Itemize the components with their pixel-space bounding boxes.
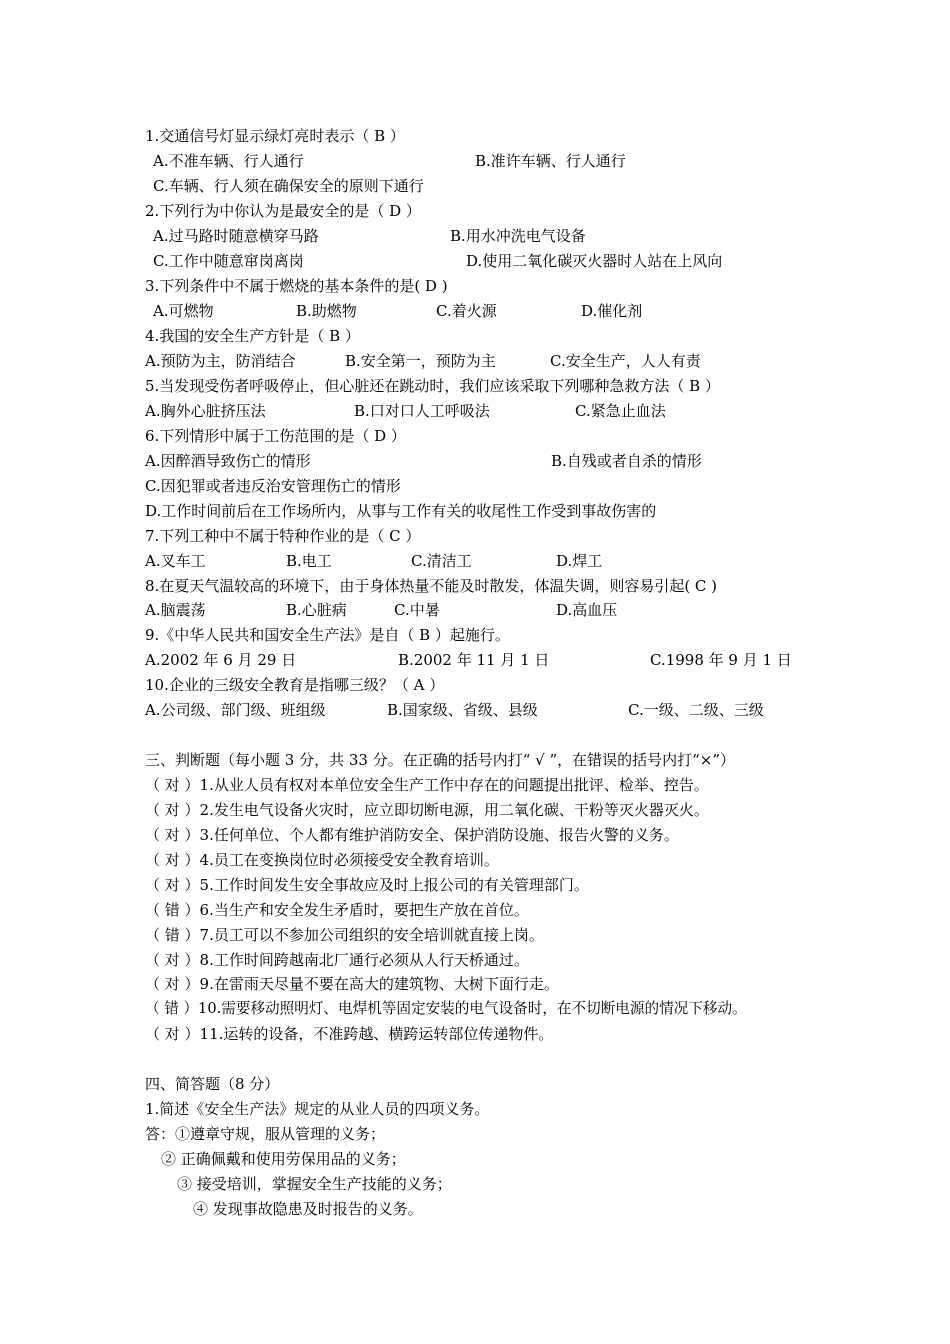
q2-option-d: D.使用二氧化碳灭火器时人站在上风向 xyxy=(466,252,723,270)
sa-answer-3: ③ 接受培训，掌握安全生产技能的义务； xyxy=(177,1175,452,1193)
q10-option-c: C.一级、二级、三级 xyxy=(628,701,764,719)
sa-answer-1: 答：①遵章守规，服从管理的义务； xyxy=(145,1125,386,1143)
q1-option-a: A.不准车辆、行人通行 xyxy=(153,152,304,170)
q3-option-d: D.催化剂 xyxy=(581,302,643,320)
q8-option-b: B.心脏病 xyxy=(286,601,347,619)
tf-item-3: （ 对 ）3.任何单位、个人都有维护消防安全、保护消防设施、报告火警的义务。 xyxy=(145,826,679,844)
q3-stem: 3.下列条件中不属于燃烧的基本条件的是( D ) xyxy=(145,277,448,295)
q8-option-a: A.脑震荡 xyxy=(145,601,206,619)
tf-item-11: （ 对 ）11.运转的设备，不准跨越、横跨运转部位传递物件。 xyxy=(145,1025,554,1043)
q5-option-b: B.口对口人工呼吸法 xyxy=(354,402,490,420)
q10-option-b: B.国家级、省级、县级 xyxy=(387,701,538,719)
sa-question: 1.简述《安全生产法》规定的从业人员的四项义务。 xyxy=(145,1100,490,1118)
q7-option-a: A.叉车工 xyxy=(145,552,206,570)
q1-option-c: C.车辆、行人须在确保安全的原则下通行 xyxy=(153,177,424,195)
q10-option-a: A.公司级、部门级、班组级 xyxy=(145,701,326,719)
q9-stem: 9.《中华人民共和国安全生产法》是自（ B ）起施行。 xyxy=(145,626,510,644)
tf-item-5: （ 对 ）5.工作时间发生安全事故应及时上报公司的有关管理部门。 xyxy=(145,876,589,894)
q8-option-c: C.中暑 xyxy=(394,601,440,619)
q7-option-c: C.清洁工 xyxy=(411,552,472,570)
tf-item-2: （ 对 ）2.发生电气设备火灾时，应立即切断电源，用二氧化碳、干粉等灭火器灭火。 xyxy=(145,801,709,819)
tf-item-10: （ 错 ）10.需要移动照明灯、电焊机等固定安装的电气设备时，在不切断电源的情况下移动。 xyxy=(145,1000,747,1017)
q2-option-b: B.用水冲洗电气设备 xyxy=(450,227,586,245)
tf-heading: 三、判断题（每小题 3 分，共 33 分。在正确的括号内打“ √ ”，在错误的括号内打“×”） xyxy=(145,751,736,769)
q1-stem: 1.交通信号灯显示绿灯亮时表示（ B ） xyxy=(145,127,405,145)
q6-stem: 6.下列情形中属于工伤范围的是（ D ） xyxy=(145,427,406,445)
q1-option-b: B.准许车辆、行人通行 xyxy=(475,152,626,170)
sa-heading: 四、简答题（8 分） xyxy=(145,1075,280,1093)
q3-option-b: B.助燃物 xyxy=(296,302,357,320)
q2-option-c: C.工作中随意窜岗离岗 xyxy=(153,252,304,270)
q2-option-a: A.过马路时随意横穿马路 xyxy=(153,227,319,245)
q5-stem: 5.当发现受伤者呼吸停止，但心脏还在跳动时，我们应该采取下列哪种急救方法（ B ） xyxy=(145,377,720,395)
q9-option-a: A.2002 年 6 月 29 日 xyxy=(145,651,297,669)
tf-item-4: （ 对 ）4.员工在变换岗位时必须接受安全教育培训。 xyxy=(145,851,499,869)
q4-option-b: B.安全第一，预防为主 xyxy=(345,352,496,370)
q10-stem: 10.企业的三级安全教育是指哪三级？（ A ） xyxy=(145,676,445,694)
q4-option-c: C.安全生产，人人有责 xyxy=(550,352,701,370)
sa-answer-4: ④ 发现事故隐患及时报告的义务。 xyxy=(193,1200,423,1218)
q9-option-b: B.2002 年 11 月 1 日 xyxy=(398,651,550,669)
tf-item-9: （ 对 ）9.在雷雨天尽量不要在高大的建筑物、大树下面行走。 xyxy=(145,975,559,993)
q3-option-c: C.着火源 xyxy=(436,302,497,320)
tf-item-8: （ 对 ）8.工作时间跨越南北厂通行必须从人行天桥通过。 xyxy=(145,951,529,969)
q4-stem: 4.我国的安全生产方针是（ B ） xyxy=(145,327,360,345)
tf-item-7: （ 错 ）7.员工可以不参加公司组织的安全培训就直接上岗。 xyxy=(145,926,544,944)
tf-item-6: （ 错 ）6.当生产和安全发生矛盾时，要把生产放在首位。 xyxy=(145,901,529,919)
q6-option-b: B.自残或者自杀的情形 xyxy=(551,452,702,470)
q8-option-d: D.高血压 xyxy=(556,601,618,619)
q5-option-a: A.胸外心脏挤压法 xyxy=(145,402,266,420)
sa-answer-2: ② 正确佩戴和使用劳保用品的义务； xyxy=(161,1150,406,1168)
q7-option-b: B.电工 xyxy=(286,552,332,570)
q2-stem: 2.下列行为中你认为是最安全的是（ D ） xyxy=(145,202,421,220)
q7-stem: 7.下列工种中不属于特种作业的是（ C ） xyxy=(145,527,421,545)
q7-option-d: D.焊工 xyxy=(556,552,603,570)
q8-stem: 8.在夏天气温较高的环境下，由于身体热量不能及时散发，体温失调，则容易引起( C ) xyxy=(145,577,718,595)
q9-option-c: C.1998 年 9 月 1 日 xyxy=(650,651,792,669)
q5-option-c: C.紧急止血法 xyxy=(575,402,666,420)
tf-item-1: （ 对 ）1.从业人员有权对本单位安全生产工作中存在的问题提出批评、检举、控告。 xyxy=(145,776,709,794)
q6-option-d: D.工作时间前后在工作场所内，从事与工作有关的收尾性工作受到事故伤害的 xyxy=(145,502,657,520)
q4-option-a: A.预防为主，防消结合 xyxy=(145,352,296,370)
q6-option-c: C.因犯罪或者违反治安管理伤亡的情形 xyxy=(145,477,401,495)
q6-option-a: A.因醉酒导致伤亡的情形 xyxy=(145,452,311,470)
q3-option-a: A.可燃物 xyxy=(153,302,214,320)
